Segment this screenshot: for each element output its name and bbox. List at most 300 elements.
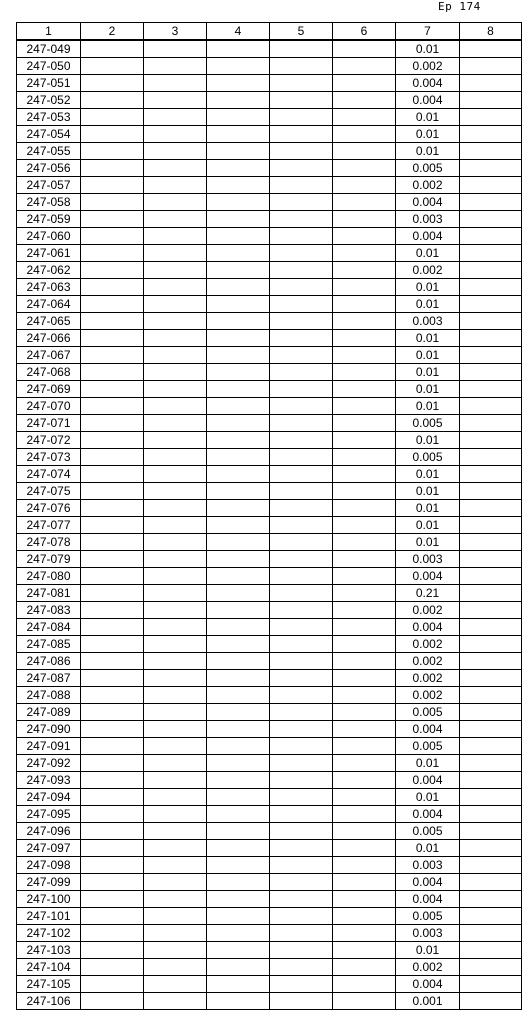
- empty-cell: [270, 585, 333, 602]
- value-cell: 0.01: [396, 500, 460, 517]
- empty-cell: [460, 177, 522, 194]
- empty-cell: [81, 75, 144, 92]
- empty-cell: [81, 704, 144, 721]
- empty-cell: [333, 551, 396, 568]
- table-row: [17, 840, 522, 857]
- empty-cell: [270, 976, 333, 993]
- empty-cell: [81, 58, 144, 75]
- empty-cell: [144, 432, 207, 449]
- empty-cell: [144, 466, 207, 483]
- value-cell: 0.01: [396, 296, 460, 313]
- empty-cell: [81, 211, 144, 228]
- empty-cell: [333, 262, 396, 279]
- value-cell: 0.002: [396, 262, 460, 279]
- empty-cell: [460, 415, 522, 432]
- empty-cell: [333, 585, 396, 602]
- sample-id-cell: 247-049: [17, 40, 81, 58]
- empty-cell: [270, 279, 333, 296]
- value-cell: 0.01: [396, 245, 460, 262]
- empty-cell: [333, 75, 396, 92]
- empty-cell: [333, 228, 396, 245]
- empty-cell: [207, 891, 270, 908]
- empty-cell: [270, 959, 333, 976]
- empty-cell: [144, 636, 207, 653]
- empty-cell: [333, 364, 396, 381]
- empty-cell: [333, 976, 396, 993]
- sample-id-cell: 247-069: [17, 381, 81, 398]
- sample-id-cell: 247-093: [17, 772, 81, 789]
- empty-cell: [333, 840, 396, 857]
- empty-cell: [81, 857, 144, 874]
- value-cell: 0.01: [396, 143, 460, 160]
- empty-cell: [460, 347, 522, 364]
- empty-cell: [81, 534, 144, 551]
- value-cell: 0.01: [396, 330, 460, 347]
- empty-cell: [333, 432, 396, 449]
- empty-cell: [81, 772, 144, 789]
- empty-cell: [270, 449, 333, 466]
- empty-cell: [144, 143, 207, 160]
- table-row: [17, 40, 522, 58]
- sample-id-cell: 247-056: [17, 160, 81, 177]
- table-row: [17, 330, 522, 347]
- empty-cell: [81, 670, 144, 687]
- sample-id-cell: 247-053: [17, 109, 81, 126]
- empty-cell: [81, 160, 144, 177]
- empty-cell: [207, 347, 270, 364]
- value-cell: 0.002: [396, 636, 460, 653]
- table-row: [17, 976, 522, 993]
- empty-cell: [207, 670, 270, 687]
- empty-cell: [144, 364, 207, 381]
- table-row: [17, 704, 522, 721]
- empty-cell: [81, 585, 144, 602]
- empty-cell: [81, 398, 144, 415]
- sample-id-cell: 247-062: [17, 262, 81, 279]
- empty-cell: [207, 58, 270, 75]
- empty-cell: [81, 602, 144, 619]
- empty-cell: [333, 687, 396, 704]
- column-header-4: 4: [207, 23, 270, 41]
- empty-cell: [207, 194, 270, 211]
- sample-id-cell: 247-081: [17, 585, 81, 602]
- empty-cell: [460, 721, 522, 738]
- empty-cell: [144, 585, 207, 602]
- value-cell: 0.005: [396, 823, 460, 840]
- empty-cell: [81, 840, 144, 857]
- sample-id-cell: 247-101: [17, 908, 81, 925]
- table-row: [17, 534, 522, 551]
- empty-cell: [207, 262, 270, 279]
- empty-cell: [144, 789, 207, 806]
- empty-cell: [270, 143, 333, 160]
- empty-cell: [333, 109, 396, 126]
- empty-cell: [333, 823, 396, 840]
- sample-id-cell: 247-090: [17, 721, 81, 738]
- empty-cell: [333, 738, 396, 755]
- table-row: [17, 585, 522, 602]
- empty-cell: [270, 534, 333, 551]
- empty-cell: [270, 364, 333, 381]
- empty-cell: [460, 959, 522, 976]
- empty-cell: [333, 670, 396, 687]
- empty-cell: [144, 551, 207, 568]
- empty-cell: [144, 40, 207, 58]
- column-header-1: 1: [17, 23, 81, 41]
- empty-cell: [81, 874, 144, 891]
- empty-cell: [81, 313, 144, 330]
- empty-cell: [333, 891, 396, 908]
- empty-cell: [270, 993, 333, 1010]
- value-cell: 0.003: [396, 857, 460, 874]
- value-cell: 0.002: [396, 177, 460, 194]
- empty-cell: [144, 721, 207, 738]
- empty-cell: [207, 177, 270, 194]
- sample-id-cell: 247-094: [17, 789, 81, 806]
- empty-cell: [270, 687, 333, 704]
- empty-cell: [333, 296, 396, 313]
- value-cell: 0.004: [396, 92, 460, 109]
- value-cell: 0.01: [396, 840, 460, 857]
- value-cell: 0.004: [396, 75, 460, 92]
- empty-cell: [207, 245, 270, 262]
- empty-cell: [81, 568, 144, 585]
- empty-cell: [270, 568, 333, 585]
- sample-id-cell: 247-105: [17, 976, 81, 993]
- empty-cell: [81, 636, 144, 653]
- value-cell: 0.004: [396, 891, 460, 908]
- empty-cell: [270, 670, 333, 687]
- table-row: [17, 687, 522, 704]
- sample-id-cell: 247-099: [17, 874, 81, 891]
- empty-cell: [270, 857, 333, 874]
- empty-cell: [333, 415, 396, 432]
- empty-cell: [460, 92, 522, 109]
- empty-cell: [333, 313, 396, 330]
- empty-cell: [270, 602, 333, 619]
- empty-cell: [207, 619, 270, 636]
- empty-cell: [144, 415, 207, 432]
- empty-cell: [81, 449, 144, 466]
- sample-id-cell: 247-071: [17, 415, 81, 432]
- table-row: [17, 75, 522, 92]
- value-cell: 0.004: [396, 194, 460, 211]
- empty-cell: [333, 143, 396, 160]
- empty-cell: [207, 568, 270, 585]
- table-row: [17, 228, 522, 245]
- empty-cell: [81, 755, 144, 772]
- table-row: [17, 483, 522, 500]
- empty-cell: [270, 704, 333, 721]
- empty-cell: [81, 245, 144, 262]
- sample-id-cell: 247-075: [17, 483, 81, 500]
- sample-id-cell: 247-098: [17, 857, 81, 874]
- empty-cell: [333, 806, 396, 823]
- empty-cell: [270, 126, 333, 143]
- sample-id-cell: 247-078: [17, 534, 81, 551]
- sample-id-cell: 247-088: [17, 687, 81, 704]
- table-row: [17, 891, 522, 908]
- empty-cell: [460, 976, 522, 993]
- empty-cell: [460, 279, 522, 296]
- sample-id-cell: 247-096: [17, 823, 81, 840]
- value-cell: 0.01: [396, 432, 460, 449]
- empty-cell: [460, 432, 522, 449]
- empty-cell: [333, 925, 396, 942]
- table-row: [17, 262, 522, 279]
- empty-cell: [270, 398, 333, 415]
- table-row: [17, 415, 522, 432]
- value-cell: 0.002: [396, 687, 460, 704]
- table-row: [17, 738, 522, 755]
- empty-cell: [81, 959, 144, 976]
- empty-cell: [207, 415, 270, 432]
- empty-cell: [270, 636, 333, 653]
- empty-cell: [460, 585, 522, 602]
- sample-id-cell: 247-103: [17, 942, 81, 959]
- empty-cell: [81, 483, 144, 500]
- empty-cell: [270, 925, 333, 942]
- empty-cell: [144, 449, 207, 466]
- empty-cell: [460, 806, 522, 823]
- sample-id-cell: 247-097: [17, 840, 81, 857]
- value-cell: 0.01: [396, 755, 460, 772]
- empty-cell: [333, 568, 396, 585]
- empty-cell: [333, 330, 396, 347]
- empty-cell: [81, 109, 144, 126]
- empty-cell: [144, 177, 207, 194]
- empty-cell: [144, 755, 207, 772]
- empty-cell: [81, 296, 144, 313]
- empty-cell: [144, 738, 207, 755]
- empty-cell: [207, 109, 270, 126]
- sample-id-cell: 247-086: [17, 653, 81, 670]
- sample-id-cell: 247-050: [17, 58, 81, 75]
- empty-cell: [81, 262, 144, 279]
- sample-id-cell: 247-052: [17, 92, 81, 109]
- table-row: [17, 109, 522, 126]
- table-row: [17, 925, 522, 942]
- empty-cell: [460, 194, 522, 211]
- empty-cell: [144, 228, 207, 245]
- empty-cell: [207, 143, 270, 160]
- value-cell: 0.01: [396, 279, 460, 296]
- empty-cell: [460, 40, 522, 58]
- empty-cell: [207, 466, 270, 483]
- value-cell: 0.01: [396, 534, 460, 551]
- empty-cell: [207, 806, 270, 823]
- empty-cell: [144, 823, 207, 840]
- table-row: [17, 364, 522, 381]
- empty-cell: [144, 109, 207, 126]
- value-cell: 0.01: [396, 347, 460, 364]
- sample-id-cell: 247-074: [17, 466, 81, 483]
- value-cell: 0.003: [396, 211, 460, 228]
- empty-cell: [207, 840, 270, 857]
- empty-cell: [270, 432, 333, 449]
- column-header-2: 2: [81, 23, 144, 41]
- empty-cell: [333, 993, 396, 1010]
- empty-cell: [144, 245, 207, 262]
- empty-cell: [270, 755, 333, 772]
- empty-cell: [270, 619, 333, 636]
- empty-cell: [460, 500, 522, 517]
- empty-cell: [81, 738, 144, 755]
- empty-cell: [270, 806, 333, 823]
- empty-cell: [144, 993, 207, 1010]
- empty-cell: [207, 959, 270, 976]
- empty-cell: [207, 330, 270, 347]
- table-body: [17, 40, 522, 1010]
- empty-cell: [460, 364, 522, 381]
- empty-cell: [460, 874, 522, 891]
- sample-id-cell: 247-064: [17, 296, 81, 313]
- table-row: [17, 432, 522, 449]
- table-row: [17, 602, 522, 619]
- empty-cell: [460, 381, 522, 398]
- empty-cell: [333, 908, 396, 925]
- empty-cell: [81, 40, 144, 58]
- value-cell: 0.002: [396, 58, 460, 75]
- value-cell: 0.004: [396, 874, 460, 891]
- value-cell: 0.005: [396, 738, 460, 755]
- empty-cell: [270, 228, 333, 245]
- empty-cell: [144, 347, 207, 364]
- empty-cell: [333, 160, 396, 177]
- value-cell: 0.01: [396, 789, 460, 806]
- table-row: [17, 908, 522, 925]
- empty-cell: [81, 228, 144, 245]
- empty-cell: [81, 908, 144, 925]
- empty-cell: [81, 415, 144, 432]
- empty-cell: [460, 653, 522, 670]
- sample-id-cell: 247-067: [17, 347, 81, 364]
- empty-cell: [144, 653, 207, 670]
- empty-cell: [81, 432, 144, 449]
- empty-cell: [460, 228, 522, 245]
- sample-id-cell: 247-058: [17, 194, 81, 211]
- empty-cell: [333, 721, 396, 738]
- data-table: [16, 22, 522, 1010]
- table-row: [17, 160, 522, 177]
- empty-cell: [460, 534, 522, 551]
- empty-cell: [460, 109, 522, 126]
- empty-cell: [270, 177, 333, 194]
- empty-cell: [460, 823, 522, 840]
- empty-cell: [460, 483, 522, 500]
- empty-cell: [81, 194, 144, 211]
- empty-cell: [144, 568, 207, 585]
- value-cell: 0.002: [396, 653, 460, 670]
- empty-cell: [207, 789, 270, 806]
- sample-id-cell: 247-083: [17, 602, 81, 619]
- value-cell: 0.005: [396, 908, 460, 925]
- sample-id-cell: 247-054: [17, 126, 81, 143]
- table-row: [17, 721, 522, 738]
- sample-id-cell: 247-061: [17, 245, 81, 262]
- empty-cell: [81, 619, 144, 636]
- table-row: [17, 143, 522, 160]
- empty-cell: [270, 160, 333, 177]
- value-cell: 0.004: [396, 772, 460, 789]
- empty-cell: [333, 789, 396, 806]
- empty-cell: [207, 279, 270, 296]
- table-row: [17, 636, 522, 653]
- empty-cell: [460, 772, 522, 789]
- empty-cell: [460, 143, 522, 160]
- empty-cell: [207, 585, 270, 602]
- empty-cell: [144, 160, 207, 177]
- empty-cell: [333, 619, 396, 636]
- empty-cell: [207, 636, 270, 653]
- value-cell: 0.005: [396, 415, 460, 432]
- empty-cell: [207, 704, 270, 721]
- value-cell: 0.003: [396, 925, 460, 942]
- table-row: [17, 398, 522, 415]
- empty-cell: [81, 891, 144, 908]
- empty-cell: [207, 942, 270, 959]
- value-cell: 0.01: [396, 126, 460, 143]
- value-cell: 0.01: [396, 381, 460, 398]
- empty-cell: [144, 500, 207, 517]
- empty-cell: [144, 211, 207, 228]
- empty-cell: [460, 636, 522, 653]
- empty-cell: [460, 126, 522, 143]
- empty-cell: [460, 517, 522, 534]
- empty-cell: [144, 687, 207, 704]
- empty-cell: [270, 942, 333, 959]
- empty-cell: [207, 534, 270, 551]
- empty-cell: [460, 925, 522, 942]
- sample-id-cell: 247-077: [17, 517, 81, 534]
- empty-cell: [270, 483, 333, 500]
- value-cell: 0.01: [396, 40, 460, 58]
- table-row: [17, 58, 522, 75]
- empty-cell: [333, 942, 396, 959]
- sample-id-cell: 247-065: [17, 313, 81, 330]
- empty-cell: [270, 653, 333, 670]
- table-row: [17, 806, 522, 823]
- empty-cell: [207, 908, 270, 925]
- empty-cell: [207, 449, 270, 466]
- empty-cell: [207, 857, 270, 874]
- empty-cell: [270, 551, 333, 568]
- empty-cell: [207, 721, 270, 738]
- empty-cell: [333, 449, 396, 466]
- empty-cell: [270, 211, 333, 228]
- empty-cell: [333, 534, 396, 551]
- empty-cell: [270, 40, 333, 58]
- value-cell: 0.01: [396, 398, 460, 415]
- empty-cell: [460, 568, 522, 585]
- empty-cell: [144, 891, 207, 908]
- empty-cell: [81, 976, 144, 993]
- empty-cell: [460, 602, 522, 619]
- empty-cell: [333, 466, 396, 483]
- empty-cell: [207, 92, 270, 109]
- table-row: [17, 823, 522, 840]
- empty-cell: [460, 704, 522, 721]
- empty-cell: [333, 211, 396, 228]
- table-row: [17, 789, 522, 806]
- empty-cell: [81, 721, 144, 738]
- empty-cell: [333, 874, 396, 891]
- empty-cell: [207, 432, 270, 449]
- empty-cell: [207, 211, 270, 228]
- empty-cell: [81, 500, 144, 517]
- empty-cell: [207, 993, 270, 1010]
- table-row: [17, 755, 522, 772]
